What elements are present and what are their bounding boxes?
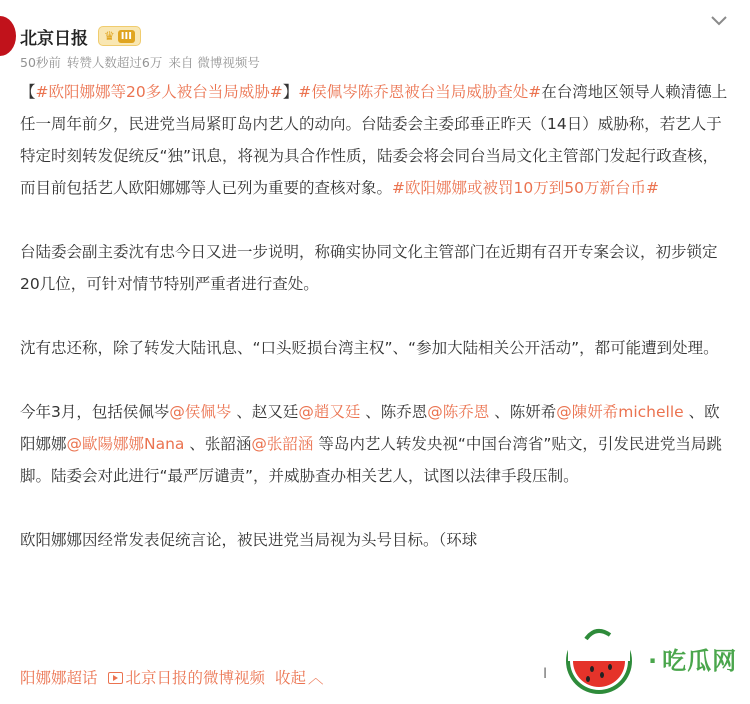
body-text: 、欧阳娜娜 [20, 403, 720, 453]
post-source[interactable]: 来自 微博视频号 [168, 55, 260, 70]
post-time[interactable]: 50秒前 [20, 55, 61, 70]
paragraph-4 [20, 396, 728, 492]
topic-link[interactable]: #欧阳娜娜或被罚10万到50万新台币# [392, 179, 659, 197]
crown-icon: ♛ [104, 29, 115, 43]
mention-link[interactable]: @陳妍希michelle [556, 403, 684, 421]
body-text: 】 [282, 83, 299, 101]
body-text: 今年3月，包括侯佩岑 [20, 403, 170, 421]
mention-link[interactable]: @歐陽娜娜Nana [66, 435, 185, 453]
video-link-label: 北京日报的微博视频 [125, 669, 266, 687]
watermark-text: · 吃瓜网 [648, 646, 738, 675]
user-level-badge[interactable] [98, 26, 141, 46]
mention-link[interactable]: @趙又廷 [298, 403, 361, 421]
post-footer-links [20, 666, 324, 688]
collapse-label: 收起 [275, 669, 307, 687]
body-text: 、陈妍希 [489, 403, 557, 421]
body-text: 等岛内艺人转发央视“中国台湾省”贴文，引发民进党当局跳脚。陆委会对此进行“最严厉谴责”，并威胁查办相关艺人，试图以法律手段压制。 [20, 435, 722, 485]
text-cursor-icon: I [543, 666, 548, 682]
body-text: 、赵又廷 [231, 403, 299, 421]
body-text: 在台湾地区领导人赖清德上任一周年前夕，民进党当局紧盯岛内艺人的动向。台陆委会主委邱垂正昨天（14日）威胁称，若艺人于特定时刻转发促统反“独”讯息，将视为具合作性质，陆委会将会同台当局文化主管部门发起行政查核，而目前包括艺人欧阳娜娜等人已列为重要的查核对象。 [20, 83, 728, 197]
body-text: 、张韶涵 [184, 435, 252, 453]
post-body [20, 76, 728, 556]
more-options-button[interactable] [708, 10, 730, 32]
paragraph-3: 沈有忠还称，除了转发大陆讯息、“口头贬损台湾主权”、“参加大陆相关公开活动”，都可能遭到处理。 [20, 339, 719, 357]
topic-link[interactable]: #欧阳娜娜等20多人被台当局威胁# [35, 83, 283, 101]
author-name[interactable]: 北京日报 [20, 28, 88, 49]
author-avatar[interactable] [0, 16, 16, 56]
level-label: III [118, 30, 135, 43]
video-link[interactable] [108, 666, 266, 688]
chevron-down-icon [710, 15, 728, 27]
paragraph-1 [20, 76, 728, 204]
body-text: 【 [20, 83, 36, 101]
mention-link[interactable]: @陈乔恩 [427, 403, 490, 421]
post-header [20, 22, 141, 50]
mention-link[interactable]: @张韶涵 [251, 435, 314, 453]
body-text: 、陈乔恩 [360, 403, 428, 421]
mention-link[interactable]: @侯佩岑 [169, 403, 232, 421]
repost-count: 转赞人数超过6万 [66, 55, 163, 70]
watermelon-logo-icon [558, 617, 640, 699]
supertopic-link[interactable]: 阳娜娜超话 [20, 669, 98, 687]
paragraph-2: 台陆委会副主委沈有忠今日又进一步说明，称确实协同文化主管部门在近期有召开专案会议，初步锁定20几位，可针对情节特别严重者进行查处。 [20, 243, 718, 293]
video-icon [108, 672, 123, 684]
chevron-up-icon: ︿ [308, 669, 324, 687]
topic-link[interactable]: #侯佩岑陈乔恩被台当局威胁查处# [298, 83, 542, 101]
paragraph-5: 欧阳娜娜因经常发表促统言论，被民进党当局视为头号目标。（环球 [20, 531, 478, 549]
site-watermark [548, 615, 744, 701]
post-meta [20, 53, 260, 71]
collapse-button[interactable] [275, 666, 324, 688]
